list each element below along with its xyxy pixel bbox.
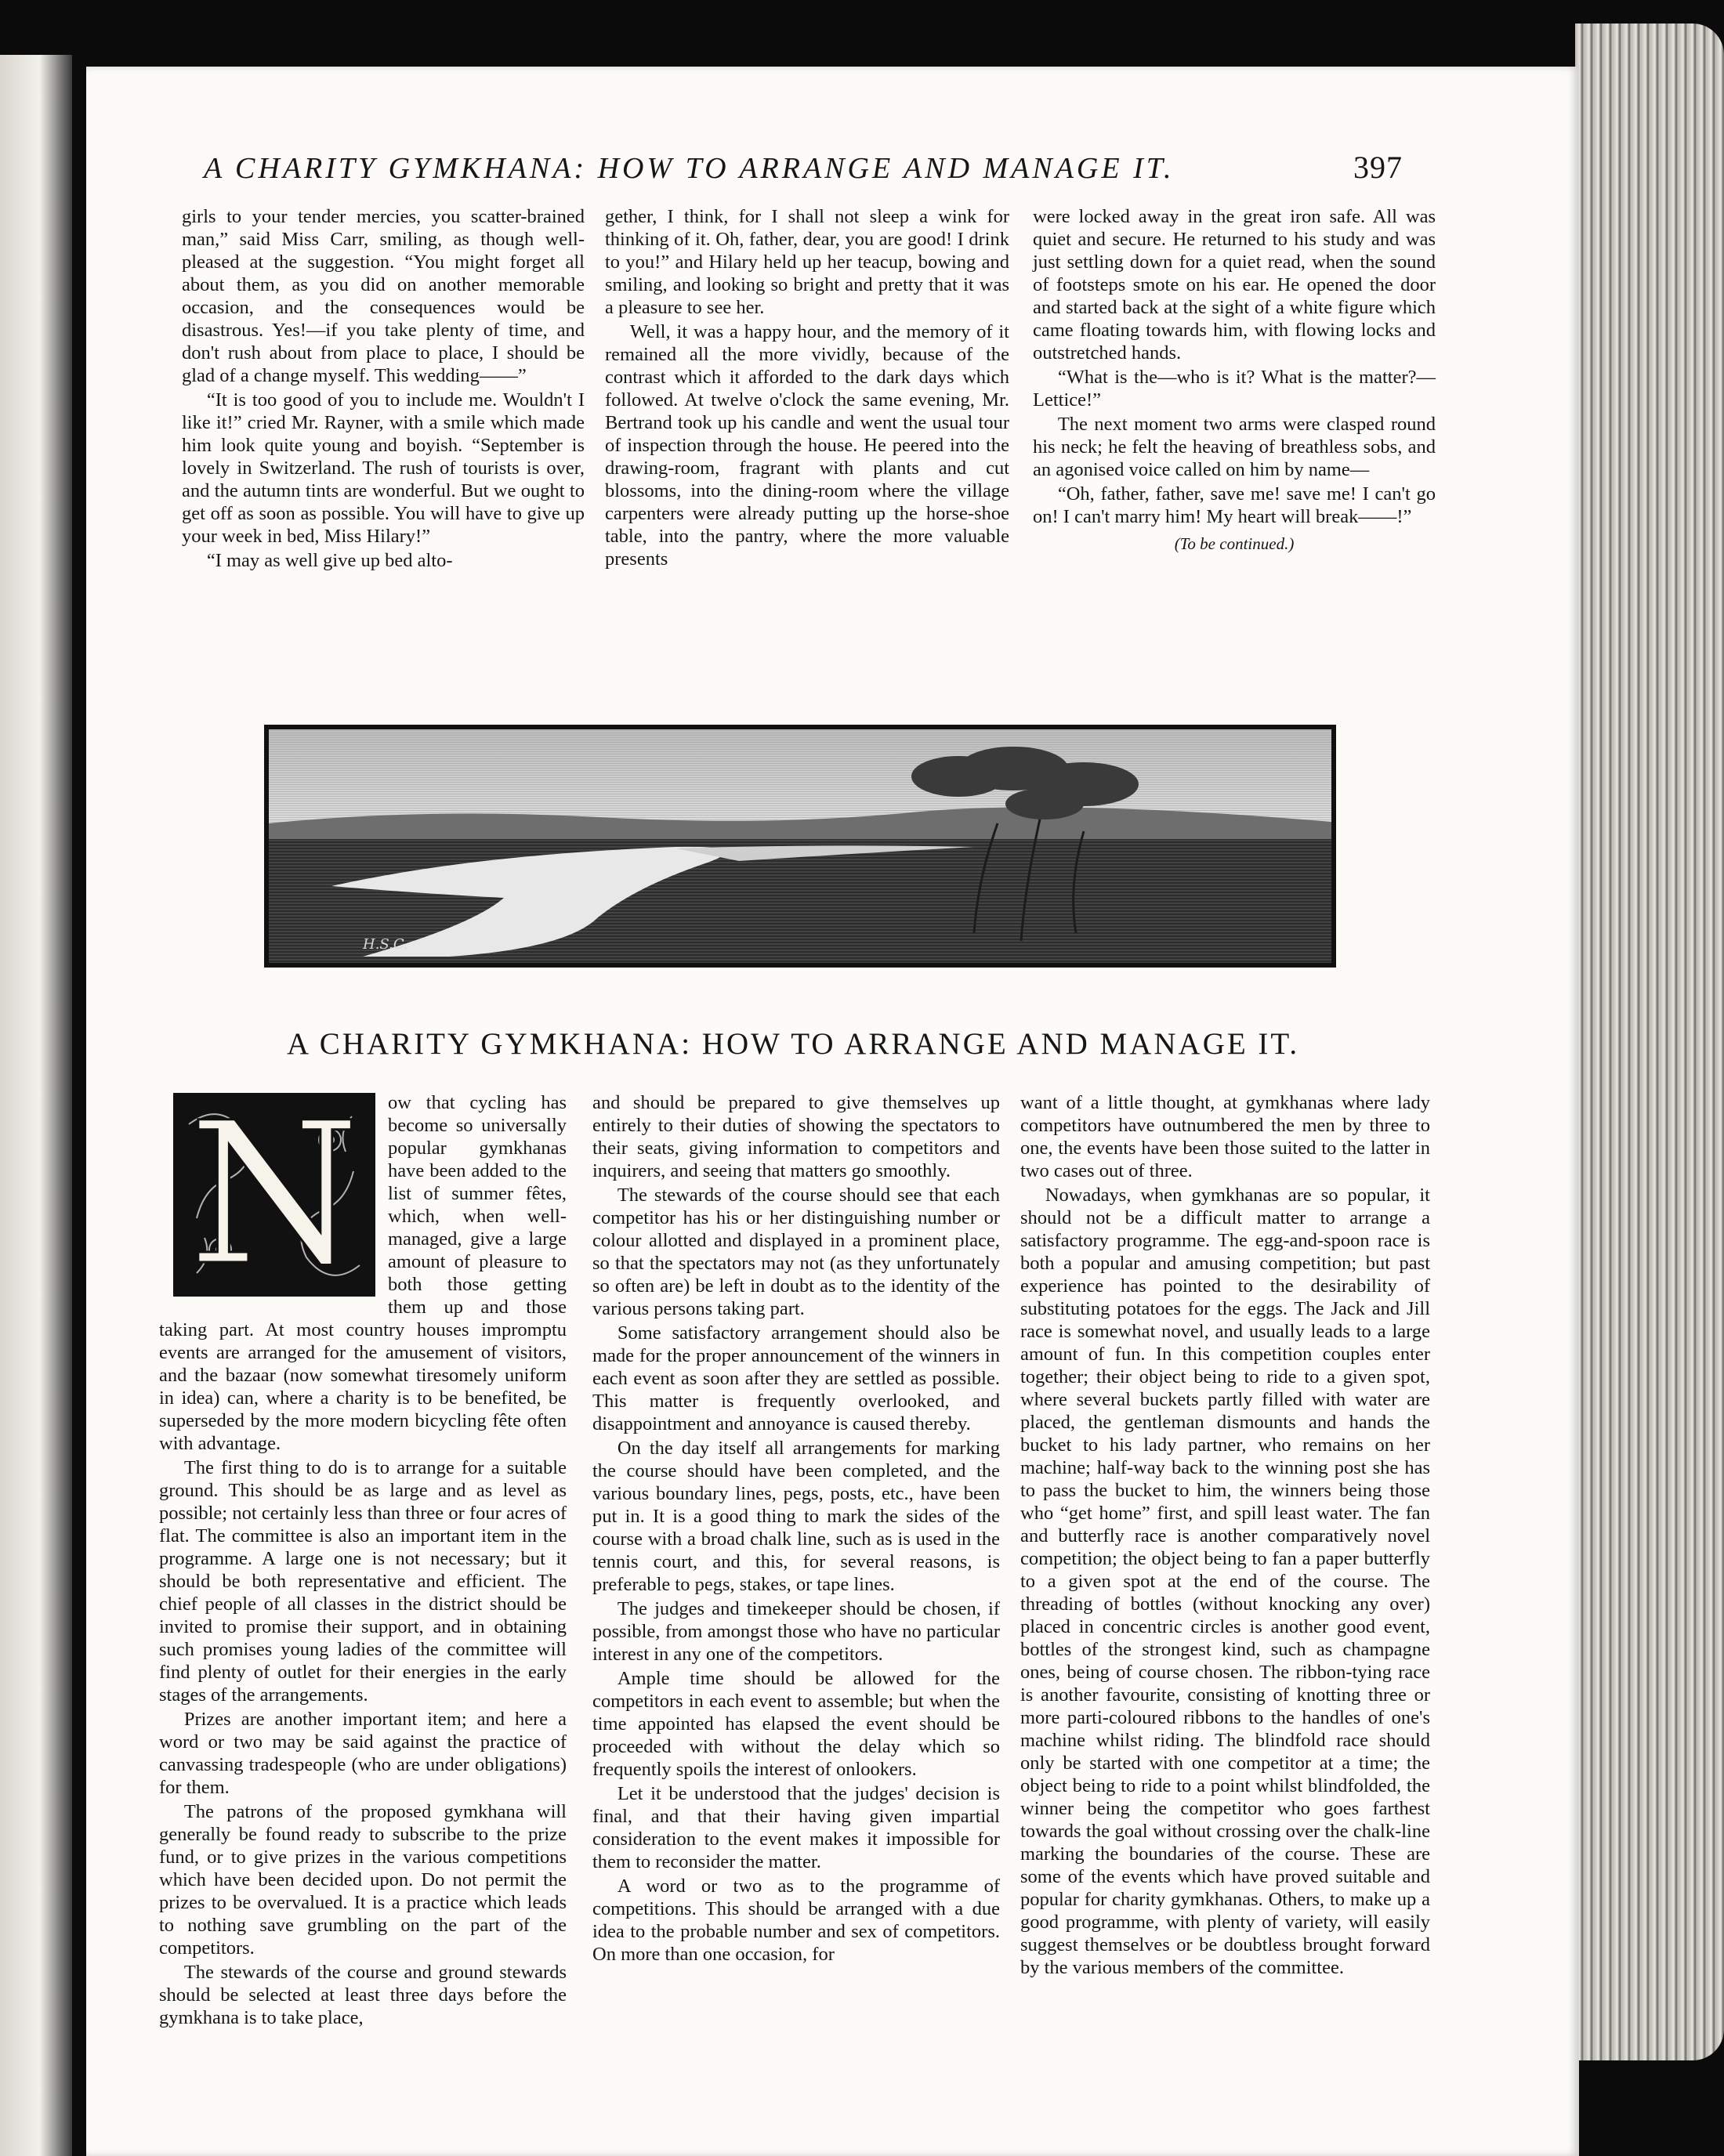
decorated-drop-cap <box>173 1080 375 1308</box>
running-head <box>204 149 1403 204</box>
paragraph: The stewards of the course and ground stewards should be selected at least three days before the gymkhana is to take place, <box>159 1962 567 2028</box>
landscape-illustration <box>264 725 1336 968</box>
paragraph: On the day itself all arrangements for marking the course should have been completed, and the various boundary lines, pegs, posts, etc., have been put in. It is a good thing to mark the sides of the course with a broad chalk line, such as is used in the tennis court, and this, for several reasons, is preferable to pegs, stakes, or tape lines. <box>592 1438 1000 1595</box>
article-column-2 <box>592 1091 1000 1967</box>
paragraph: The patrons of the proposed gymkhana will generally be found ready to subscribe to the prize fund, or to give prizes in the various competitions which have been decided upon. Do not permit the prizes to be overvalued. It is a practice which leads to nothing save grumbling on the part of the competitors. <box>159 1801 567 1959</box>
paragraph: A word or two as to the programme of competitions. This should be arranged with a due idea to the probable number and sex of competitors. On more than one occasion, for <box>592 1876 1000 1965</box>
article-column-3 <box>1020 1091 1430 1981</box>
paragraph: and should be prepared to give themselves up entirely to their duties of showing the spectators to their seats, giving information to competitors and inquirers, and seeing that matters go smoothly. <box>592 1092 1000 1181</box>
paragraph: ow that cycling has become so universally popular gymkhanas have been added to the list of summer fêtes, which, when well-managed, give a large amount of pleasure to both those getting them up and those taking part. At most country houses impromptu events are arranged for the amusement of visitors, and the bazaar (now somewhat tiresomely uniform in idea) can, where a charity is to be benefited, be superseded by the more modern bicycling fête often with advantage. <box>159 1092 567 1454</box>
article-column-1 <box>159 1080 567 2031</box>
paragraph: girls to your tender mercies, you scatter-brained man,” said Miss Carr, smiling, as though well-pleased at the suggestion. “You might forget all about them, as you did on another memorable occasion, and the consequences would be disastrous. Yes!—if you take plenty of time, and don't rush about from place to place, I should be glad of a change myself. This wedding——” <box>182 206 585 386</box>
book-page-stack <box>1575 24 1724 2060</box>
paragraph: gether, I think, for I shall not sleep a wink for thinking of it. Oh, father, dear, you are good! I drink to you!” and Hilary held up her teacup, bowing and smiling, and looking so bright and pretty that it was a pleasure to see her. <box>605 206 1009 318</box>
paragraph: Well, it was a happy hour, and the memory of it remained all the more vividly, because of the contrast which it afforded to the dark days which followed. At twelve o'clock the same evening, Mr. Bertrand took up his candle and went the usual tour of inspection through the house. He peered into the drawing-room, fragrant with plants and cut blossoms, into the dining-room where the village carpenters were already putting up the horse-shoe table, into the pantry, where the more valuable presents <box>605 321 1009 570</box>
paragraph: “It is too good of you to include me. Wouldn't I like it!” cried Mr. Rayner, with a smile which made him look quite young and boyish. “September is lovely in Switzerland. The rush of tourists is over, and the autumn tints are wonderful. But we ought to get off as soon as possible. You will have to give up your week in bed, Miss Hilary!” <box>182 389 585 547</box>
story-column-1 <box>182 205 585 573</box>
paragraph: “What is the—who is it? What is the matter?—Lettice!” <box>1033 367 1436 411</box>
paragraph: The stewards of the course should see that each competitor has his or her distinguishing number or colour allotted and displayed in a prominent place, so that the spectators may not (as they unfortunately so often are) be left in doubt as to the identity of the various persons taking part. <box>592 1185 1000 1319</box>
story-column-2 <box>605 205 1009 572</box>
drop-cap-letter: N <box>188 1080 360 1308</box>
article-title: A CHARITY GYMKHANA: HOW TO ARRANGE AND MANAGE IT. <box>287 1027 1300 1061</box>
running-head-title: A CHARITY GYMKHANA: HOW TO ARRANGE AND MANAGE IT. <box>204 152 1175 185</box>
paragraph: Ample time should be allowed for the competitors in each event to assemble; but when the time appointed has elapsed the event should be proceeded with without the delay which so frequently spoils the interest of onlookers. <box>592 1668 1000 1780</box>
paragraph: “I may as well give up bed alto- <box>206 550 453 571</box>
paragraph: Nowadays, when gymkhanas are so popular, it should not be a difficult matter to arrange a satisfactory programme. The egg-and-spoon race is both a popular and amusing competition; but past experience has pointed to the desirability of substituting potatoes for the eggs. The Jack and Jill race is somewhat novel, and usually leads to a large amount of fun. In this competition couples enter together; their object being to ride to a given spot, where several buckets partly filled with water are placed, the gentleman dismounts and hands the bucket to his lady partner, who remains on her machine; half-way back to the winning post she has to pass the bucket to him, the winners being those who “get home” first, and spill least water. The fan and butterfly race is another comparatively novel competition; the object being to fan a paper butterfly to a given spot at the end of the course. The threading of bottles (without knocking any over) placed in concentric circles is another good event, bottles of the strongest kind, such as champagne ones, being of course chosen. The ribbon-tying race is another favourite, consisting of knotting three or more parti-coloured ribbons to the handles of one's machine whilst riding. The blindfold race should only be started with one competitor at a time; the object being to ride to a point whilst blindfolded, the winner being the competitor who goes farthest towards the goal without crossing over the chalk-line marking the boundaries of the course. These are some of the events which have proved suitable and popular for charity gymkhanas. Others, to make up a good programme, with plenty of variety, will easily suggest themselves or be doubtless brought forward by the various members of the committee. <box>1020 1185 1430 1978</box>
paragraph: want of a little thought, at gymkhanas where lady competitors have outnumbered the men by three to one, the events have been those suited to the latter in two cases out of three. <box>1020 1092 1430 1181</box>
landscape-engraving-image <box>269 729 1331 963</box>
to-be-continued-note: (To be continued.) <box>1174 534 1295 553</box>
illustration-signature: H.S.C. <box>363 936 408 953</box>
story-column-3 <box>1033 205 1436 555</box>
paragraph: The first thing to do is to arrange for a suitable ground. This should be as large and as level as possible; not certainly less than three or four acres of flat. The committee is also an important item in the programme. A large one is not necessary; but it should be both representative and efficient. The chief people of all classes in the district should be invited to promise their support, and in obtaining such promises young ladies of the committee will find plenty of outlet for their energies in the early stages of the arrangements. <box>159 1457 567 1706</box>
paragraph: Some satisfactory arrangement should also be made for the proper announcement of the winners in each event as soon after they are settled as possible. This matter is frequently overlooked, and disappointment and annoyance is caused thereby. <box>592 1322 1000 1434</box>
paragraph: The next moment two arms were clasped round his neck; he felt the heaving of breathless sobs, and an agonised voice called on him by name— <box>1033 414 1436 480</box>
paragraph: The judges and timekeeper should be chosen, if possible, from amongst those who have no particular interest in any one of the competitors. <box>592 1598 1000 1665</box>
book-left-edge <box>0 55 72 2156</box>
paragraph: Let it be understood that the judges' decision is final, and that their having given impartial consideration to the event makes it impossible for them to reconsider the matter. <box>592 1783 1000 1872</box>
paragraph: “Oh, father, father, save me! save me! I can't go on! I can't marry him! My heart will break——!” <box>1033 483 1436 527</box>
page-number: 397 <box>1353 150 1403 185</box>
paragraph: Prizes are another important item; and here a word or two may be said against the practice of canvassing tradespeople (who are under obligations) for them. <box>159 1709 567 1798</box>
paragraph: were locked away in the great iron safe. All was quiet and secure. He returned to his study and was just settling down for a quiet read, when the sound of footsteps smote on his ear. He opened the door and started back at the sight of a white figure which came floating towards him, with flowing locks and outstretched hands. <box>1033 206 1436 364</box>
